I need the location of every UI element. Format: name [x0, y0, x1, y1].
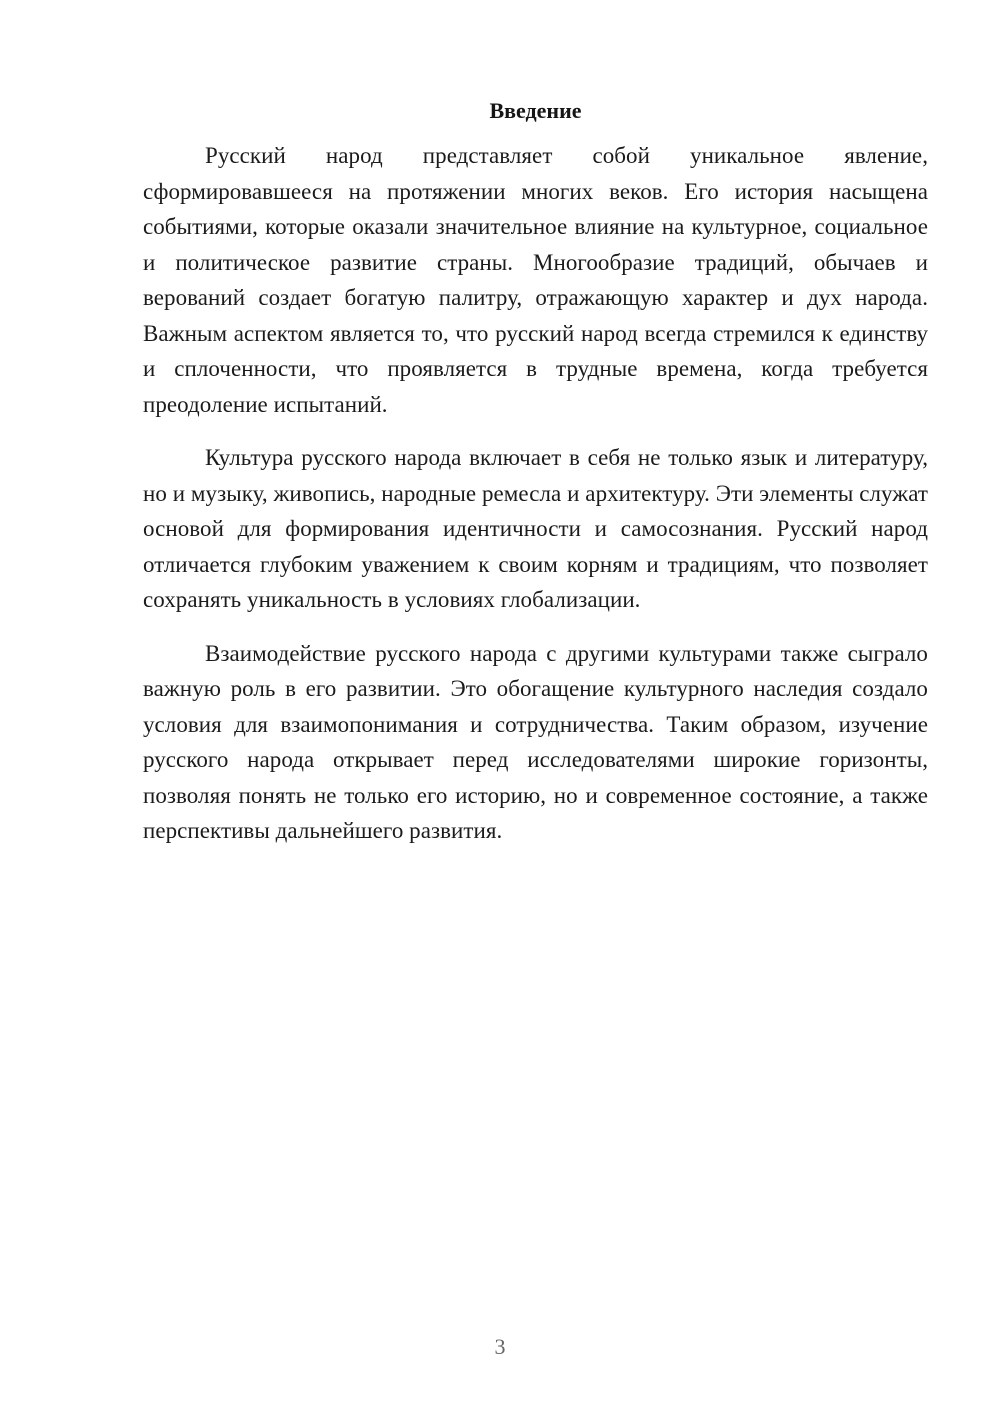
paragraph-introduction: Русский народ представляет собой уникальное явление, сформировавшееся на протяжении многих веков. Его история насыщена событиями, которые оказали значительное влияние на культурное, социальное и политическое развитие страны. Многообразие традиций, обычаев и верований создает богатую палитру, отражающую характер и дух народа. Важным аспектом является то, что русский народ всегда стремился к единству и сплоченности, что проявляется в трудные времена, когда требуется преодоление испытаний.	[143, 143, 928, 417]
paragraph-interaction: Взаимодействие русского народа с другими культурами также сыграло важную роль в его развитии. Это обогащение культурного наследия создало условия для взаимопонимания и сотрудничества. Таким образом, изучение русского народа открывает перед исследователями широкие горизонты, позволяя понять не только его историю, но и современное состояние, а также перспективы дальнейшего развития.	[143, 640, 928, 843]
document-content	[143, 96, 928, 867]
page-number: 3	[494, 1334, 506, 1359]
paragraph-culture: Культура русского народа включает в себя не только язык и литературу, но и музыку, живопись, народные ремесла и архитектуру. Эти элементы служат основой для формирования идентичности и самосознания. Русский народ отличается глубоким уважением к своим корням и традициям, что позволяет сохранять уникальность в условиях глобализации.	[143, 445, 928, 612]
page-title: Введение	[489, 98, 582, 123]
